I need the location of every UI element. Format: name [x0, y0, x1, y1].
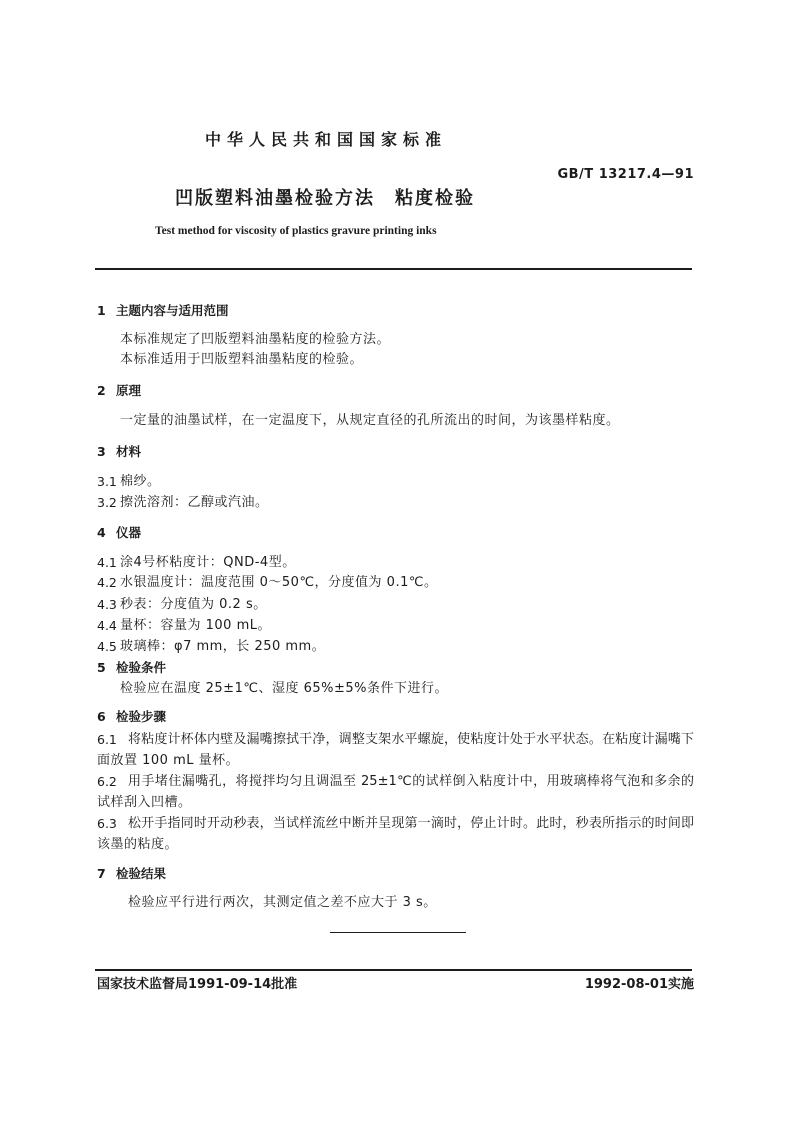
section-number: 7 [97, 866, 106, 881]
item-text-line: 该墨的粘度。 [97, 837, 179, 852]
implementation-date: 1992-08-01实施 [584, 977, 694, 992]
paragraph: 本标准规定了凹版塑料油墨粘度的检验方法。 [120, 332, 391, 347]
section-title: 检验结果 [116, 866, 167, 881]
item-text: 玻璃棒：φ7 mm，长 250 mm。 [120, 639, 326, 654]
section-number: 1 [97, 303, 106, 318]
item-number: 4.1 [97, 555, 117, 570]
section-title: 检验条件 [116, 660, 167, 675]
footer-divider [95, 969, 692, 971]
item-text-line: 试样刮入凹槽。 [97, 795, 192, 810]
item-text-line: 将粘度计杯体内壁及漏嘴擦拭干净，调整支架水平螺旋，使粘度计处于水平状态。在粘度计漏嘴下 [128, 732, 694, 747]
header-divider [95, 268, 692, 270]
item-text: 水银温度计：温度范围 0～50℃，分度值为 0.1℃。 [120, 575, 438, 590]
section-title: 检验步骤 [116, 709, 167, 724]
item-number: 4.2 [97, 575, 117, 590]
item-text: 涂4号杯粘度计：QND-4型。 [120, 555, 296, 570]
document-title-en: Test method for viscosity of plastics gravure printing inks [155, 225, 437, 237]
section-number: 5 [97, 660, 106, 675]
item-text: 量杯：容量为 100 mL。 [120, 618, 271, 633]
section-title: 主题内容与适用范围 [116, 303, 229, 318]
end-of-text-line [330, 932, 466, 933]
section-number: 2 [97, 383, 106, 398]
item-text: 棉纱。 [120, 474, 161, 489]
section-number: 3 [97, 444, 106, 459]
paragraph: 本标准适用于凹版塑料油墨粘度的检验。 [120, 352, 364, 367]
item-text-line: 面放置 100 mL 量杯。 [97, 753, 240, 768]
approval-date: 国家技术监督局1991-09-14批准 [97, 977, 298, 992]
section-number: 4 [97, 525, 106, 540]
standard-code: GB/T 13217.4—91 [557, 167, 694, 182]
item-number: 4.5 [97, 639, 117, 654]
item-text: 擦洗溶剂：乙醇或汽油。 [120, 495, 269, 510]
section-title: 材料 [116, 444, 142, 459]
item-number: 3.2 [97, 495, 117, 510]
item-number: 4.3 [97, 597, 117, 612]
item-number: 4.4 [97, 618, 117, 633]
item-number: 6.2 [97, 774, 117, 789]
section-number: 6 [97, 709, 106, 724]
paragraph: 检验应平行进行两次，其测定值之差不应大于 3 s。 [128, 895, 437, 910]
paragraph: 一定量的油墨试样，在一定温度下，从规定直径的孔所流出的时间，为该墨样粘度。 [120, 413, 620, 428]
item-text: 秒表：分度值为 0.2 s。 [120, 597, 267, 612]
item-number: 3.1 [97, 474, 117, 489]
item-text-line: 松开手指同时开动秒表，当试样流丝中断并呈现第一滴时，停止计时。此时，秒表所指示的时间即 [128, 816, 694, 831]
section-title: 仪器 [116, 525, 142, 540]
item-number: 6.1 [97, 732, 117, 747]
document-title-cn: 凹版塑料油墨检验方法 粘度检验 [175, 188, 475, 209]
section-title: 原理 [116, 383, 142, 398]
item-number: 6.3 [97, 816, 117, 831]
national-standard-heading: 中华人民共和国国家标准 [205, 130, 448, 149]
paragraph: 检验应在温度 25±1℃、湿度 65%±5%条件下进行。 [120, 681, 448, 696]
item-text-line: 用手堵住漏嘴孔，将搅拌均匀且调温至 25±1℃的试样倒入粘度计中，用玻璃棒将气泡和多余的 [128, 774, 694, 789]
